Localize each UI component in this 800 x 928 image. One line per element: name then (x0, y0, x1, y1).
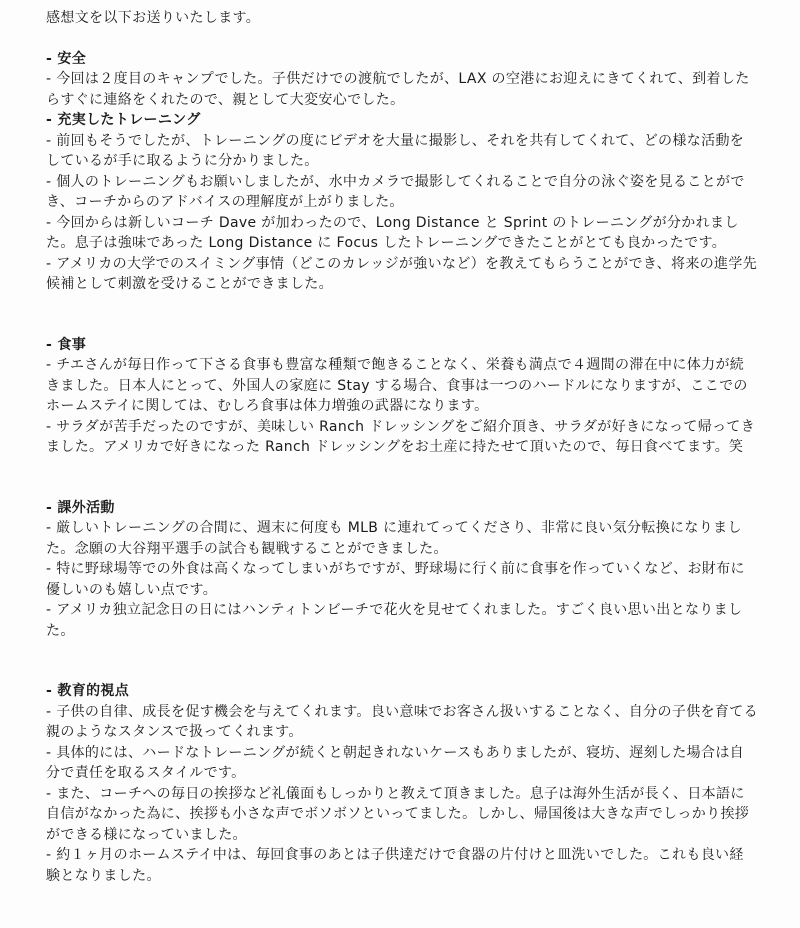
list-item: - 今回は２度目のキャンプでした。子供だけでの渡航でしたが、LAX の空港にお迎えにきてくれて、到着したらすぐに連絡をくれたので、親として大変安心でした。 (46, 71, 750, 108)
section-heading: - 食事 (46, 336, 87, 353)
list-item: - アメリカの大学でのスイミング事情（どこのカレッジが強いなど）を教えてもらうことができ、将来の進学先候補として刺激を受けることができました。 (46, 255, 758, 292)
intro-text: 感想文を以下お送りいたします。 (46, 10, 261, 26)
section-safety (46, 49, 758, 295)
section-heading: - 教育的視点 (46, 683, 130, 699)
section-extracurricular (46, 498, 758, 642)
list-item: - 具体的には、ハードなトレーニングが続くと朝起きれないケースもありましたが、寝坊、遅刻した場合は自分で責任を取るスタイルです。 (46, 744, 745, 781)
list-item: - 約１ヶ月のホームステイ中は、毎回食事のあとは子供達だけで食器の片付けと皿洗いでした。これも良い経験となりました。 (46, 847, 744, 884)
subheading: - 充実したトレーニング (46, 112, 201, 128)
list-item: - サラダが苦手だったのですが、美味しい Ranch ドレッシングをご紹介頂き、サラダが好きになって帰ってきました。アメリカで好きになった Ranch ドレッシングをお土産に持たせて頂いたので、毎日食べてます。笑 (46, 418, 756, 455)
section-heading: - 安全 (46, 50, 87, 67)
list-item: - 個人のトレーニングもお願いしましたが、水中カメラで撮影してくれることで自分の泳ぐ姿を見ることができ、コーチからのアドバイスの理解度が上がりました。 (46, 173, 745, 210)
section-meals (46, 335, 758, 458)
list-item: - 子供の自律、成長を促す機会を与えてくれます。良い意味でお客さん扱いすることなく、自分の子供を育てる親のようなスタンスで扱ってくれます。 (46, 703, 758, 740)
list-item: - アメリカ独立記念日の日にはハンティトンビーチで花火を見せてくれました。すごく良い思い出となりました。 (46, 602, 743, 639)
list-item: - 今回からは新しいコーチ Dave が加わったので、Long Distance と Sprint のトレーニングが分かれました。息子は強味であった Long Distance に Focus したトレーニングできたことがとても良かったです。 (46, 214, 739, 251)
section-heading: - 課外活動 (46, 499, 115, 516)
list-item: - 前回もそうでしたが、トレーニングの度にビデオを大量に撮影し、それを共有してくれて、どの様な活動をしているが手に取るように分かりました。 (46, 132, 745, 169)
section-education (46, 681, 758, 886)
list-item: - 厳しいトレーニングの合間に、週末に何度も MLB に連れてってくださり、非常に良い気分転換になりました。念願の大谷翔平選手の試合も観戦することができました。 (46, 520, 742, 557)
list-item: - チエさんが毎日作って下さる食事も豊富な種類で飽きることなく、栄養も満点で４週間の滞在中に体力が続きました。日本人にとって、外国人の家庭に Stay する場合、食事は一つのハードルになりますが、ここでのホームステイに関しては、むしろ食事は体力増強の武器になります。 (46, 357, 748, 414)
list-item: - 特に野球場等での外食は高くなってしまいがちですが、野球場に行く前に食事を作っていくなど、お財布に優しいのも嬉しい点です。 (46, 561, 745, 598)
list-item: - また、コーチへの毎日の挨拶など礼儀面もしっかりと教えて頂きました。息子は海外生活が長く、日本語に自信がなかった為に、挨拶も小さな声でボソボソといってました。しかし、帰国後は大きな声でしっかり挨拶ができる様になっていました。 (46, 785, 750, 843)
